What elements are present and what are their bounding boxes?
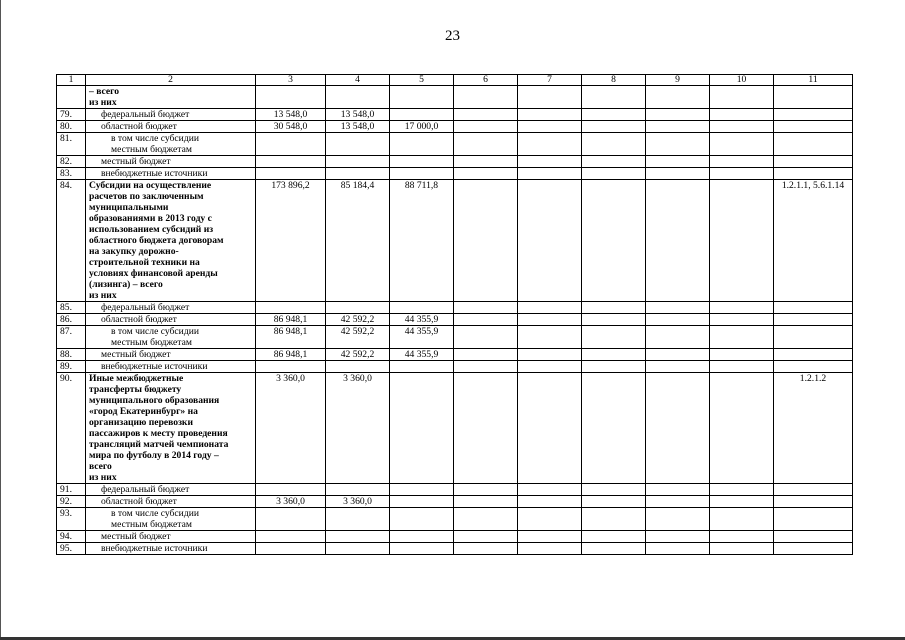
value-cell-7 [518, 133, 582, 156]
value-cell-3: 173 896,2 [256, 180, 326, 302]
value-cell-5 [390, 86, 454, 109]
value-cell-11 [774, 86, 853, 109]
value-cell-5: 44 355,9 [390, 314, 454, 326]
row-number-cell: 94. [57, 531, 86, 543]
value-cell-10 [710, 484, 774, 496]
row-name-cell [86, 121, 256, 133]
table-row [57, 349, 853, 361]
value-cell-4: 85 184,4 [326, 180, 390, 302]
value-cell-6 [454, 326, 518, 349]
value-cell-3: 86 948,1 [256, 349, 326, 361]
value-cell-7 [518, 531, 582, 543]
row-name-line: федеральный бюджет [101, 484, 190, 495]
value-cell-4: 42 592,2 [326, 349, 390, 361]
value-cell-4 [326, 543, 390, 555]
table-row [57, 484, 853, 496]
table-row [57, 531, 853, 543]
reference-cell [774, 326, 853, 349]
value-cell-9 [646, 302, 710, 314]
value-cell-7 [518, 484, 582, 496]
value-cell-3: 30 548,0 [256, 121, 326, 133]
value-cell-9 [646, 373, 710, 484]
column-header-4: 4 [326, 75, 390, 86]
row-name-line: местным бюджетам [111, 519, 192, 530]
row-name-cell [86, 314, 256, 326]
value-cell-5: 88 711,8 [390, 180, 454, 302]
value-cell-3 [256, 484, 326, 496]
value-cell-7 [518, 373, 582, 484]
row-name-line: федеральный бюджет [101, 302, 190, 313]
value-cell-10 [710, 349, 774, 361]
row-name-line: пассажиров к месту проведения [89, 428, 228, 439]
table-row [57, 133, 853, 156]
value-cell-10 [710, 168, 774, 180]
row-name-line: муниципальными [89, 202, 169, 213]
value-cell-10 [710, 302, 774, 314]
reference-cell: 1.2.1.2 [774, 373, 853, 484]
row-number-cell: 95. [57, 543, 86, 555]
value-cell-6 [454, 373, 518, 484]
value-cell-5: 17 000,0 [390, 121, 454, 133]
value-cell-5 [390, 361, 454, 373]
row-name-line: строительной техники на [89, 257, 200, 268]
column-header-10: 10 [710, 75, 774, 86]
value-cell-8 [582, 508, 646, 531]
value-cell-3: 3 360,0 [256, 373, 326, 484]
value-cell-3: 86 948,1 [256, 314, 326, 326]
value-cell-10 [710, 156, 774, 168]
value-cell-7 [518, 508, 582, 531]
value-cell-9 [646, 156, 710, 168]
row-name-line: образованиями в 2013 году с [89, 213, 212, 224]
row-number-cell: 83. [57, 168, 86, 180]
value-cell-6 [454, 349, 518, 361]
row-name-line: местный бюджет [101, 349, 171, 360]
value-cell-4: 13 548,0 [326, 109, 390, 121]
value-cell-9 [646, 496, 710, 508]
table-row [57, 326, 853, 349]
row-name-cell [86, 133, 256, 156]
value-cell-7 [518, 156, 582, 168]
value-cell-9 [646, 326, 710, 349]
row-name-line: из них [89, 290, 117, 301]
column-header-11: 11 [774, 75, 853, 86]
value-cell-9 [646, 543, 710, 555]
value-cell-5 [390, 508, 454, 531]
value-cell-10 [710, 543, 774, 555]
value-cell-4: 3 360,0 [326, 496, 390, 508]
row-number-cell: 93. [57, 508, 86, 531]
row-number-cell: 80. [57, 121, 86, 133]
row-number-cell: 91. [57, 484, 86, 496]
value-cell-8 [582, 349, 646, 361]
value-cell-8 [582, 531, 646, 543]
value-cell-3 [256, 531, 326, 543]
value-cell-8 [582, 180, 646, 302]
reference-cell [774, 109, 853, 121]
row-name-line: местный бюджет [101, 156, 171, 167]
continuation-line: – всего [89, 86, 120, 97]
value-cell-6 [454, 180, 518, 302]
value-cell-4 [326, 302, 390, 314]
value-cell-8 [582, 168, 646, 180]
reference-cell [774, 531, 853, 543]
value-cell-5 [390, 373, 454, 484]
value-cell-7 [518, 109, 582, 121]
row-number-cell [57, 86, 86, 109]
row-name-line: областной бюджет [101, 121, 177, 132]
row-name-cell [86, 109, 256, 121]
value-cell-4: 42 592,2 [326, 326, 390, 349]
table-row [57, 180, 853, 302]
row-name-line: расчетов по заключенным [89, 191, 204, 202]
value-cell-7 [518, 326, 582, 349]
value-cell-9 [646, 531, 710, 543]
row-name-cell [86, 508, 256, 531]
row-number-cell: 79. [57, 109, 86, 121]
value-cell-3: 86 948,1 [256, 326, 326, 349]
row-number-cell: 84. [57, 180, 86, 302]
row-number-cell: 82. [57, 156, 86, 168]
table-body [57, 86, 853, 555]
row-number-cell: 81. [57, 133, 86, 156]
value-cell-10 [710, 180, 774, 302]
value-cell-9 [646, 508, 710, 531]
value-cell-7 [518, 180, 582, 302]
row-number-cell: 89. [57, 361, 86, 373]
row-name-line: внебюджетные источники [101, 168, 208, 179]
value-cell-10 [710, 86, 774, 109]
row-number-cell: 90. [57, 373, 86, 484]
row-name-line: из них [89, 472, 117, 483]
value-cell-3 [256, 508, 326, 531]
reference-cell [774, 314, 853, 326]
value-cell-6 [454, 361, 518, 373]
value-cell-7 [518, 86, 582, 109]
column-header-8: 8 [582, 75, 646, 86]
row-name-line: трансляций матчей чемпионата [89, 439, 229, 450]
table-row [57, 314, 853, 326]
table-row [57, 109, 853, 121]
value-cell-6 [454, 168, 518, 180]
value-cell-8 [582, 496, 646, 508]
row-number-cell: 86. [57, 314, 86, 326]
row-name-line: областного бюджета договорам [89, 235, 224, 246]
value-cell-3 [256, 543, 326, 555]
value-cell-4 [326, 133, 390, 156]
table-row-continuation [57, 86, 853, 109]
value-cell-8 [582, 326, 646, 349]
value-cell-6 [454, 543, 518, 555]
value-cell-9 [646, 133, 710, 156]
row-name-line: внебюджетные источники [101, 543, 208, 554]
value-cell-4 [326, 508, 390, 531]
value-cell-8 [582, 373, 646, 484]
row-name-line: всего [89, 461, 112, 472]
value-cell-6 [454, 121, 518, 133]
row-number-cell: 88. [57, 349, 86, 361]
value-cell-5 [390, 133, 454, 156]
row-name-cell [86, 180, 256, 302]
value-cell-10 [710, 373, 774, 484]
value-cell-4 [326, 531, 390, 543]
value-cell-4 [326, 168, 390, 180]
table-row [57, 496, 853, 508]
row-name-line: областной бюджет [101, 314, 177, 325]
value-cell-10 [710, 508, 774, 531]
row-name-line: «город Екатеринбург» на [89, 406, 198, 417]
value-cell-7 [518, 543, 582, 555]
reference-cell [774, 121, 853, 133]
row-name-cell [86, 302, 256, 314]
value-cell-3 [256, 86, 326, 109]
row-name-cell [86, 349, 256, 361]
row-name-line: на закупку дорожно- [89, 246, 179, 257]
value-cell-6 [454, 86, 518, 109]
value-cell-6 [454, 508, 518, 531]
row-name-line: муниципального образования [89, 395, 220, 406]
value-cell-4 [326, 86, 390, 109]
value-cell-10 [710, 326, 774, 349]
value-cell-9 [646, 361, 710, 373]
value-cell-8 [582, 133, 646, 156]
value-cell-10 [710, 314, 774, 326]
row-name-cell [86, 543, 256, 555]
value-cell-7 [518, 349, 582, 361]
row-number-cell: 85. [57, 302, 86, 314]
table-row [57, 302, 853, 314]
value-cell-9 [646, 86, 710, 109]
column-header-2: 2 [86, 75, 256, 86]
value-cell-8 [582, 484, 646, 496]
reference-cell [774, 302, 853, 314]
row-name-cell [86, 373, 256, 484]
value-cell-5 [390, 496, 454, 508]
row-name-line: в том числе субсидии [111, 133, 199, 144]
value-cell-8 [582, 361, 646, 373]
value-cell-10 [710, 531, 774, 543]
reference-cell: 1.2.1.1, 5.6.1.14 [774, 180, 853, 302]
row-name-line: внебюджетные источники [101, 361, 208, 372]
row-name-line: областной бюджет [101, 496, 177, 507]
scan-edge-left [0, 0, 1, 640]
row-name-cell [86, 484, 256, 496]
reference-cell [774, 484, 853, 496]
value-cell-3: 13 548,0 [256, 109, 326, 121]
row-name-line: федеральный бюджет [101, 109, 190, 120]
value-cell-8 [582, 109, 646, 121]
table-row [57, 543, 853, 555]
value-cell-5: 44 355,9 [390, 349, 454, 361]
row-name-line: организацию перевозки [89, 417, 193, 428]
value-cell-4: 13 548,0 [326, 121, 390, 133]
value-cell-7 [518, 121, 582, 133]
row-number-cell: 87. [57, 326, 86, 349]
continuation-line: из них [89, 97, 117, 108]
value-cell-5 [390, 109, 454, 121]
row-name-line: мира по футболу в 2014 году – [89, 450, 219, 461]
row-name-line: Иные межбюджетные [89, 373, 184, 384]
row-name-line: местным бюджетам [111, 337, 192, 348]
row-name-line: использованием субсидий из [89, 224, 214, 235]
row-name-line: (лизинга) – всего [89, 279, 163, 290]
value-cell-4 [326, 156, 390, 168]
value-cell-3: 3 360,0 [256, 496, 326, 508]
row-name-cell [86, 168, 256, 180]
value-cell-6 [454, 133, 518, 156]
reference-cell [774, 133, 853, 156]
page-number: 23 [445, 28, 460, 44]
value-cell-8 [582, 314, 646, 326]
reference-cell [774, 496, 853, 508]
table-row [57, 508, 853, 531]
value-cell-9 [646, 484, 710, 496]
value-cell-8 [582, 121, 646, 133]
reference-cell [774, 361, 853, 373]
reference-cell [774, 168, 853, 180]
value-cell-7 [518, 496, 582, 508]
table-row [57, 156, 853, 168]
value-cell-10 [710, 133, 774, 156]
row-name-line: в том числе субсидии [111, 326, 199, 337]
value-cell-3 [256, 302, 326, 314]
value-cell-3 [256, 156, 326, 168]
value-cell-10 [710, 109, 774, 121]
value-cell-6 [454, 156, 518, 168]
value-cell-9 [646, 121, 710, 133]
value-cell-7 [518, 168, 582, 180]
table-header-row [57, 75, 853, 86]
value-cell-7 [518, 302, 582, 314]
value-cell-5 [390, 168, 454, 180]
value-cell-10 [710, 121, 774, 133]
column-header-7: 7 [518, 75, 582, 86]
value-cell-4 [326, 484, 390, 496]
value-cell-6 [454, 109, 518, 121]
reference-cell [774, 543, 853, 555]
value-cell-7 [518, 314, 582, 326]
row-number-cell: 92. [57, 496, 86, 508]
value-cell-7 [518, 361, 582, 373]
value-cell-5 [390, 156, 454, 168]
column-header-6: 6 [454, 75, 518, 86]
row-name-cell [86, 86, 256, 109]
column-header-1: 1 [57, 75, 86, 86]
value-cell-6 [454, 496, 518, 508]
value-cell-3 [256, 168, 326, 180]
table-row [57, 361, 853, 373]
row-name-line: местный бюджет [101, 531, 171, 542]
table-row [57, 168, 853, 180]
value-cell-8 [582, 156, 646, 168]
value-cell-9 [646, 109, 710, 121]
row-name-line: трансферты бюджету [89, 384, 182, 395]
row-name-cell [86, 531, 256, 543]
row-name-cell [86, 496, 256, 508]
table-row [57, 121, 853, 133]
row-name-line: условиях финансовой аренды [89, 268, 218, 279]
value-cell-3 [256, 133, 326, 156]
reference-cell [774, 349, 853, 361]
column-header-9: 9 [646, 75, 710, 86]
row-name-line: местным бюджетам [111, 144, 192, 155]
value-cell-9 [646, 180, 710, 302]
value-cell-8 [582, 302, 646, 314]
row-name-line: Субсидии на осуществление [89, 180, 212, 191]
row-name-cell [86, 326, 256, 349]
value-cell-8 [582, 543, 646, 555]
value-cell-5 [390, 484, 454, 496]
value-cell-9 [646, 349, 710, 361]
value-cell-5 [390, 531, 454, 543]
value-cell-4: 3 360,0 [326, 373, 390, 484]
value-cell-6 [454, 531, 518, 543]
row-name-line: в том числе субсидии [111, 508, 199, 519]
row-name-cell [86, 156, 256, 168]
budget-table [56, 74, 853, 555]
value-cell-9 [646, 314, 710, 326]
value-cell-5 [390, 302, 454, 314]
value-cell-9 [646, 168, 710, 180]
value-cell-5 [390, 543, 454, 555]
value-cell-4: 42 592,2 [326, 314, 390, 326]
column-header-5: 5 [390, 75, 454, 86]
value-cell-4 [326, 361, 390, 373]
reference-cell [774, 156, 853, 168]
value-cell-10 [710, 361, 774, 373]
column-header-3: 3 [256, 75, 326, 86]
value-cell-6 [454, 302, 518, 314]
table-row [57, 373, 853, 484]
value-cell-10 [710, 496, 774, 508]
value-cell-6 [454, 484, 518, 496]
value-cell-3 [256, 361, 326, 373]
value-cell-6 [454, 314, 518, 326]
value-cell-8 [582, 86, 646, 109]
row-name-cell [86, 361, 256, 373]
value-cell-5: 44 355,9 [390, 326, 454, 349]
reference-cell [774, 508, 853, 531]
